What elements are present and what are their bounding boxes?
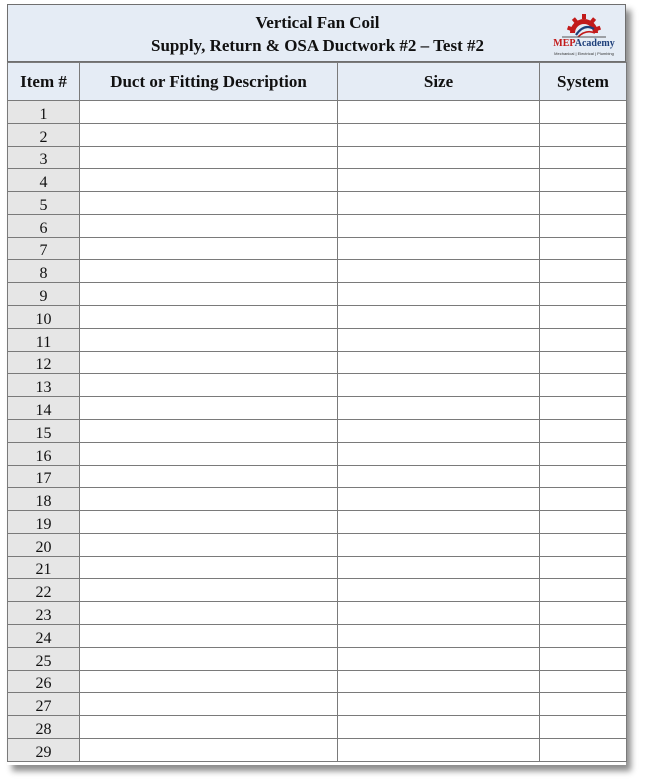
item-number-cell: 19 (8, 511, 80, 534)
size-cell[interactable] (338, 101, 540, 124)
item-number-cell: 26 (8, 670, 80, 693)
description-cell[interactable] (80, 602, 338, 625)
column-header-system: System (540, 63, 627, 101)
description-cell[interactable] (80, 169, 338, 192)
system-cell[interactable] (540, 214, 627, 237)
page-title: Vertical Fan Coil (255, 13, 380, 32)
system-cell[interactable] (540, 533, 627, 556)
item-number-cell: 11 (8, 328, 80, 351)
description-cell[interactable] (80, 260, 338, 283)
table-row (8, 351, 627, 374)
item-number-cell: 10 (8, 306, 80, 329)
column-header-description: Duct or Fitting Description (80, 63, 338, 101)
item-number-cell: 7 (8, 237, 80, 260)
table-row (8, 283, 627, 306)
system-cell[interactable] (540, 624, 627, 647)
item-number-cell: 4 (8, 169, 80, 192)
table-row (8, 306, 627, 329)
system-cell[interactable] (540, 442, 627, 465)
size-cell[interactable] (338, 602, 540, 625)
table-row (8, 511, 627, 534)
description-cell[interactable] (80, 101, 338, 124)
description-cell[interactable] (80, 716, 338, 739)
table-row (8, 602, 627, 625)
item-number-cell: 20 (8, 533, 80, 556)
size-cell[interactable] (338, 442, 540, 465)
size-cell[interactable] (338, 738, 540, 761)
system-cell[interactable] (540, 488, 627, 511)
item-number-cell: 6 (8, 214, 80, 237)
description-cell[interactable] (80, 328, 338, 351)
description-cell[interactable] (80, 306, 338, 329)
description-cell[interactable] (80, 647, 338, 670)
table-row (8, 237, 627, 260)
table-row (8, 738, 627, 761)
description-cell[interactable] (80, 511, 338, 534)
item-number-cell: 21 (8, 556, 80, 579)
table-row (8, 624, 627, 647)
item-number-cell: 24 (8, 624, 80, 647)
table-row (8, 192, 627, 215)
item-number-cell: 22 (8, 579, 80, 602)
size-cell[interactable] (338, 146, 540, 169)
description-cell[interactable] (80, 237, 338, 260)
system-cell[interactable] (540, 351, 627, 374)
table-row (8, 374, 627, 397)
size-cell[interactable] (338, 123, 540, 146)
system-cell[interactable] (540, 647, 627, 670)
description-cell[interactable] (80, 624, 338, 647)
ductwork-table (7, 62, 627, 762)
system-cell[interactable] (540, 465, 627, 488)
system-cell[interactable] (540, 169, 627, 192)
system-cell[interactable] (540, 306, 627, 329)
table-row (8, 101, 627, 124)
table-row (8, 146, 627, 169)
item-number-cell: 9 (8, 283, 80, 306)
table-row (8, 214, 627, 237)
description-cell[interactable] (80, 397, 338, 420)
system-cell[interactable] (540, 374, 627, 397)
description-cell[interactable] (80, 146, 338, 169)
size-cell[interactable] (338, 624, 540, 647)
system-cell[interactable] (540, 716, 627, 739)
system-cell[interactable] (540, 260, 627, 283)
description-cell[interactable] (80, 488, 338, 511)
item-number-cell: 17 (8, 465, 80, 488)
size-cell[interactable] (338, 556, 540, 579)
description-cell[interactable] (80, 214, 338, 237)
item-number-cell: 12 (8, 351, 80, 374)
table-row (8, 693, 627, 716)
description-cell[interactable] (80, 465, 338, 488)
description-cell[interactable] (80, 442, 338, 465)
item-number-cell: 16 (8, 442, 80, 465)
size-cell[interactable] (338, 283, 540, 306)
size-cell[interactable] (338, 214, 540, 237)
table-row (8, 260, 627, 283)
size-cell[interactable] (338, 670, 540, 693)
size-cell[interactable] (338, 328, 540, 351)
table-row (8, 442, 627, 465)
system-cell[interactable] (540, 123, 627, 146)
table-row (8, 397, 627, 420)
size-cell[interactable] (338, 351, 540, 374)
system-cell[interactable] (540, 101, 627, 124)
system-cell[interactable] (540, 511, 627, 534)
description-cell[interactable] (80, 533, 338, 556)
description-cell[interactable] (80, 374, 338, 397)
system-cell[interactable] (540, 693, 627, 716)
size-cell[interactable] (338, 192, 540, 215)
size-cell[interactable] (338, 306, 540, 329)
table-row (8, 579, 627, 602)
item-number-cell: 2 (8, 123, 80, 146)
system-cell[interactable] (540, 237, 627, 260)
item-number-cell: 14 (8, 397, 80, 420)
mep-academy-logo (548, 11, 620, 57)
item-number-cell: 1 (8, 101, 80, 124)
size-cell[interactable] (338, 647, 540, 670)
description-cell[interactable] (80, 670, 338, 693)
size-cell[interactable] (338, 419, 540, 442)
description-cell[interactable] (80, 693, 338, 716)
description-cell[interactable] (80, 419, 338, 442)
table-row (8, 716, 627, 739)
system-cell[interactable] (540, 602, 627, 625)
table-row (8, 556, 627, 579)
column-header-size: Size (338, 63, 540, 101)
table-row (8, 533, 627, 556)
table-row (8, 169, 627, 192)
description-cell[interactable] (80, 192, 338, 215)
description-cell[interactable] (80, 579, 338, 602)
column-header-item: Item # (8, 63, 80, 101)
table-row (8, 647, 627, 670)
description-cell[interactable] (80, 123, 338, 146)
logo-wordmark: MEPAcademy (553, 38, 615, 49)
system-cell[interactable] (540, 556, 627, 579)
size-cell[interactable] (338, 488, 540, 511)
size-cell[interactable] (338, 465, 540, 488)
item-number-cell: 8 (8, 260, 80, 283)
system-cell[interactable] (540, 738, 627, 761)
item-number-cell: 13 (8, 374, 80, 397)
size-cell[interactable] (338, 533, 540, 556)
item-number-cell: 28 (8, 716, 80, 739)
item-number-cell: 3 (8, 146, 80, 169)
item-number-cell: 27 (8, 693, 80, 716)
gear-logo-icon (548, 11, 620, 39)
table-row (8, 670, 627, 693)
table-row (8, 465, 627, 488)
size-cell[interactable] (338, 511, 540, 534)
item-number-cell: 15 (8, 419, 80, 442)
system-cell[interactable] (540, 579, 627, 602)
table-row (8, 328, 627, 351)
table-body (8, 101, 627, 762)
size-cell[interactable] (338, 260, 540, 283)
description-cell[interactable] (80, 351, 338, 374)
title-block (7, 4, 626, 62)
page-subtitle: Supply, Return & OSA Ductwork #2 – Test #2 (151, 36, 484, 55)
table-row (8, 488, 627, 511)
table-row (8, 419, 627, 442)
description-cell[interactable] (80, 556, 338, 579)
system-cell[interactable] (540, 328, 627, 351)
size-cell[interactable] (338, 374, 540, 397)
system-cell[interactable] (540, 146, 627, 169)
size-cell[interactable] (338, 693, 540, 716)
item-number-cell: 25 (8, 647, 80, 670)
size-cell[interactable] (338, 169, 540, 192)
size-cell[interactable] (338, 397, 540, 420)
system-cell[interactable] (540, 419, 627, 442)
system-cell[interactable] (540, 283, 627, 306)
size-cell[interactable] (338, 237, 540, 260)
item-number-cell: 5 (8, 192, 80, 215)
logo-tagline: Mechanical | Electrical | Plumbing (554, 51, 614, 56)
item-number-cell: 18 (8, 488, 80, 511)
size-cell[interactable] (338, 716, 540, 739)
worksheet-page (7, 4, 626, 765)
size-cell[interactable] (338, 579, 540, 602)
description-cell[interactable] (80, 738, 338, 761)
table-header-row (8, 63, 627, 101)
system-cell[interactable] (540, 192, 627, 215)
table-row (8, 123, 627, 146)
system-cell[interactable] (540, 670, 627, 693)
description-cell[interactable] (80, 283, 338, 306)
item-number-cell: 29 (8, 738, 80, 761)
item-number-cell: 23 (8, 602, 80, 625)
system-cell[interactable] (540, 397, 627, 420)
